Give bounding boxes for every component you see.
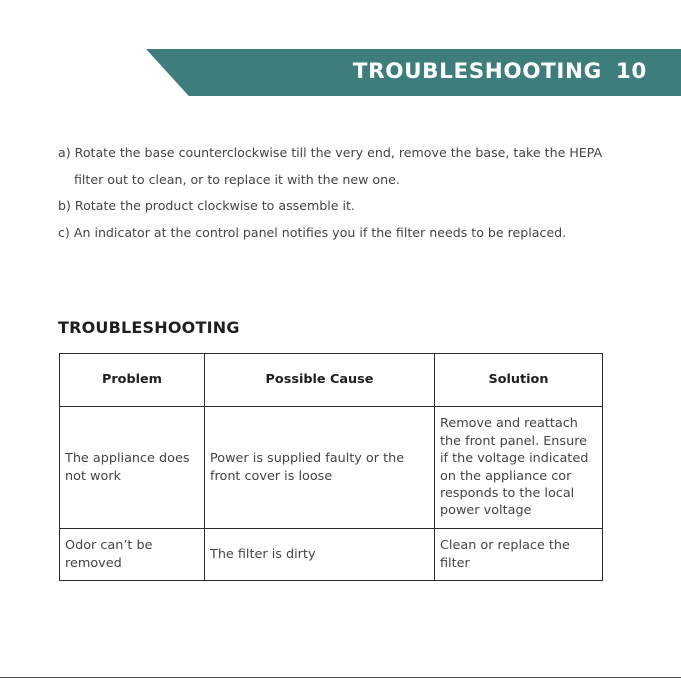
- table-row: [60, 407, 603, 529]
- instruction-a-line1: a) Rotate the base counterclockwise till the very end, remove the base, take the HEPA: [58, 145, 603, 160]
- table-row: [60, 529, 603, 581]
- instruction-b: b) Rotate the product clockwise to assemble it.: [58, 198, 355, 214]
- troubleshooting-table: [59, 353, 603, 581]
- page-number: 10: [615, 59, 647, 84]
- solution-cell: Remove and reattach the front panel. Ensure if the voltage indicated on the appliance cor responds to the local power voltage: [435, 407, 603, 529]
- cause-cell: Power is supplied faulty or the front cover is loose: [205, 407, 435, 529]
- page-title-text: TROUBLESHOOTING: [352, 59, 602, 84]
- problem-cell: The appliance does not work: [60, 407, 205, 529]
- cause-cell: The filter is dirty: [205, 529, 435, 581]
- column-header-solution: Solution: [435, 354, 603, 407]
- instruction-a-line2: filter out to clean, or to replace it with the new one.: [74, 171, 400, 187]
- table-header-row: [60, 354, 603, 407]
- page-title: [353, 59, 647, 84]
- footer-divider: [0, 677, 681, 678]
- instruction-c: c) An indicator at the control panel notifies you if the filter needs to be replaced.: [58, 224, 567, 240]
- column-header-problem: Problem: [60, 354, 205, 407]
- problem-cell: Odor can’t be removed: [60, 529, 205, 581]
- instructions: [58, 140, 658, 246]
- section-heading: TROUBLESHOOTING: [58, 318, 240, 337]
- column-header-cause: Possible Cause: [205, 354, 435, 407]
- solution-cell: Clean or replace the filter: [435, 529, 603, 581]
